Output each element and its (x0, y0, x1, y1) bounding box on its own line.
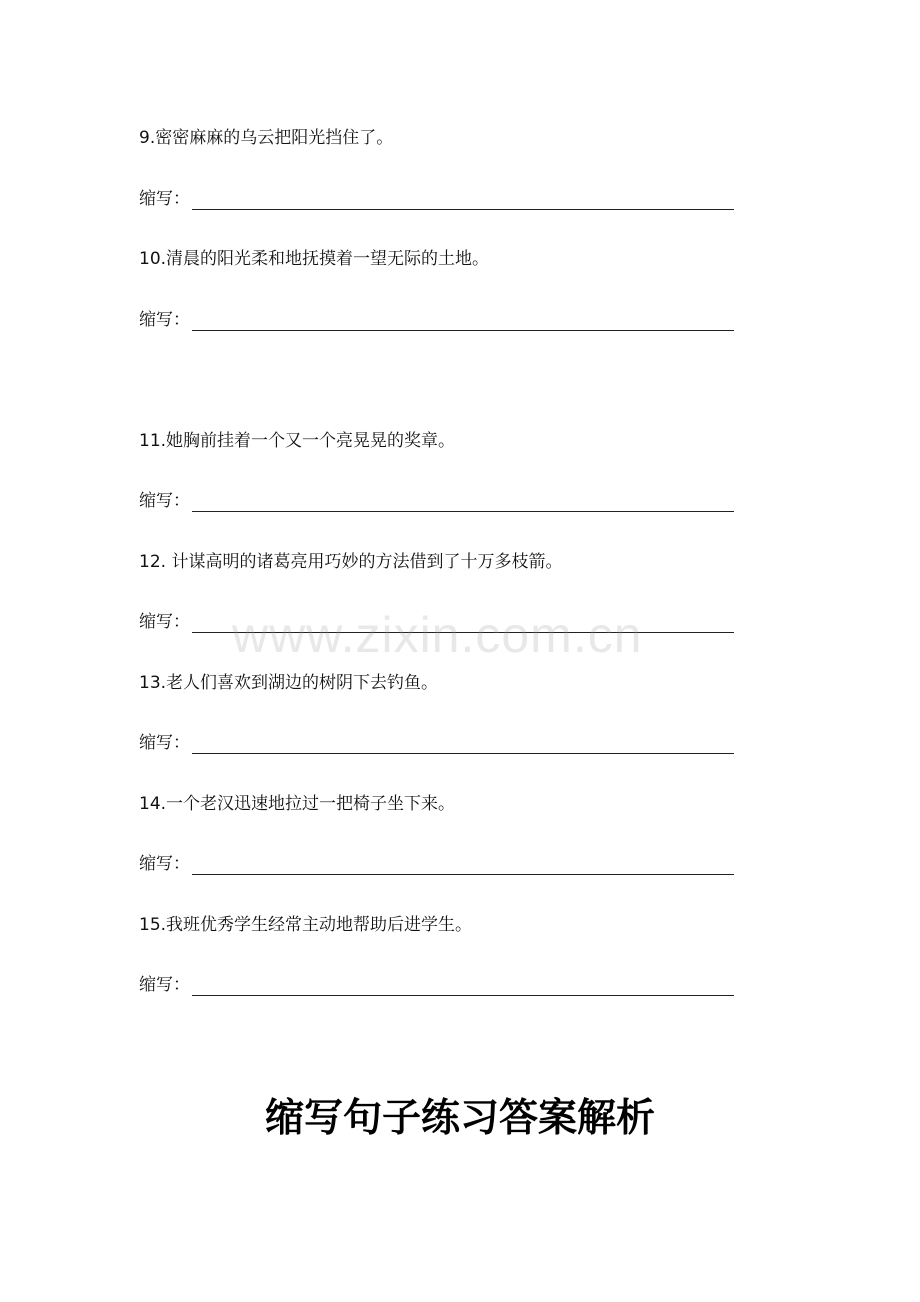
section-title: 缩写句子练习答案解析 (264, 1095, 655, 1141)
answer-row-10 (139, 309, 734, 331)
answer-blank-line[interactable] (192, 189, 734, 210)
answer-row-14 (139, 853, 734, 875)
answer-blank-line[interactable] (192, 975, 734, 996)
answer-row-13 (139, 732, 734, 754)
question-14: 14.一个老汉迅速地拉过一把椅子坐下来。 (139, 794, 456, 814)
question-15: 15.我班优秀学生经常主动地帮助后进学生。 (139, 915, 473, 935)
answer-label: 缩写： (139, 975, 190, 995)
question-11: 11.她胸前挂着一个又一个亮晃晃的奖章。 (139, 431, 456, 451)
question-12: 12. 计谋高明的诸葛亮用巧妙的方法借到了十万多枝箭。 (139, 552, 563, 572)
answer-label: 缩写： (139, 854, 190, 874)
answer-blank-line[interactable] (192, 491, 734, 512)
answer-blank-line[interactable] (192, 854, 734, 875)
answer-label: 缩写： (139, 733, 190, 753)
answer-blank-line[interactable] (192, 733, 734, 754)
question-9: 9.密密麻麻的乌云把阳光挡住了。 (139, 128, 394, 148)
answer-blank-line[interactable] (192, 310, 734, 331)
question-13: 13.老人们喜欢到湖边的树阴下去钓鱼。 (139, 673, 439, 693)
watermark: www.zixin.com.cn (232, 607, 643, 663)
answer-label: 缩写： (139, 612, 190, 632)
answer-label: 缩写： (139, 491, 190, 511)
answer-row-11 (139, 490, 734, 512)
answer-label: 缩写： (139, 310, 190, 330)
answer-row-15 (139, 974, 734, 996)
question-10: 10.清晨的阳光柔和地抚摸着一望无际的土地。 (139, 249, 490, 269)
answer-label: 缩写： (139, 189, 190, 209)
answer-row-9 (139, 188, 734, 210)
